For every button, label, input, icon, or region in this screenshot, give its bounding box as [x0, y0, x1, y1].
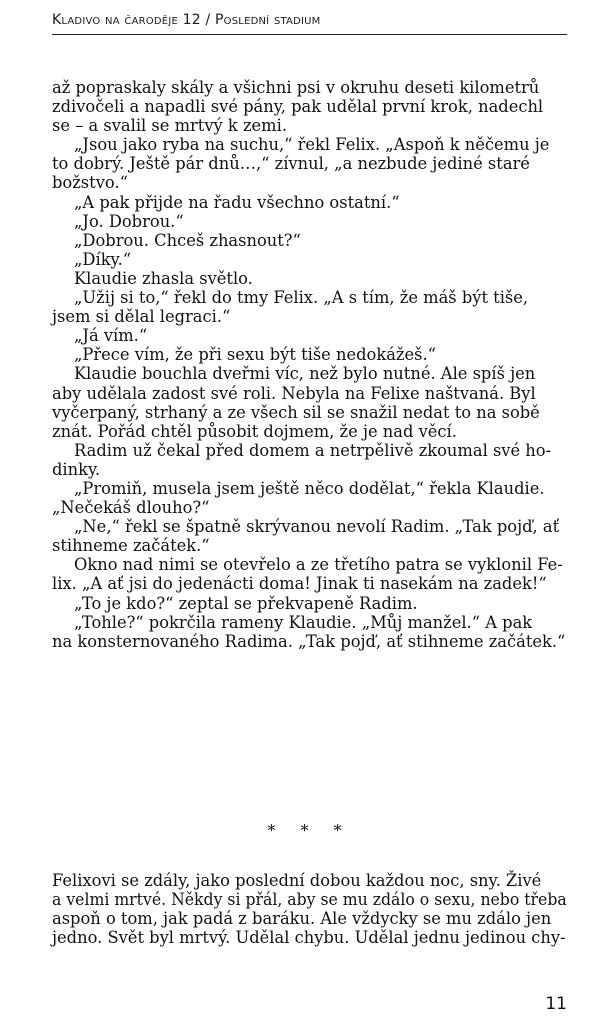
running-header: Kladivo na čaroděje 12 / Poslední stadium [52, 12, 321, 28]
text-line: „Přece vím, že při sexu být tiše nedokážeš.“ [74, 345, 436, 365]
text-line: stihneme začátek.“ [52, 536, 210, 556]
text-line: „A pak přijde na řadu všechno ostatní.“ [74, 192, 400, 212]
text-line: „Ne,“ řekl se špatně skrývanou nevolí Radim. „Tak pojď, ať [74, 517, 560, 537]
text-line: „Já vím.“ [74, 326, 148, 346]
page-number: 11 [545, 994, 567, 1014]
text-line: „Promiň, musela jsem ještě něco dodělat,“ řekla Klaudie. [74, 478, 545, 498]
text-line: „Tohle?“ pokrčila rameny Klaudie. „Můj manžel.“ A pak [74, 612, 533, 632]
text-line: jsem si dělal legraci.“ [52, 307, 231, 327]
text-line: zdivočeli a napadli své pány, pak udělal první krok, nadechl [52, 97, 544, 117]
text-line: se – a svalil se mrtvý k zemi. [52, 116, 287, 136]
body-text [52, 78, 567, 651]
section-break: * * * [267, 821, 352, 840]
text-line: znát. Pořád chtěl působit dojmem, že je nad věcí. [52, 421, 457, 441]
text-line: Radim už čekal před domem a netrpělivě zkoumal své ho- [74, 440, 552, 460]
text-line: „Užij si to,“ řekl do tmy Felix. „A s tím, že máš být tiše, [74, 288, 529, 308]
header-rule [52, 34, 567, 35]
text-line: božstvo.“ [52, 173, 128, 193]
text-line: „Nečekáš dlouho?“ [52, 498, 210, 518]
text-line: „Jsou jako ryba na suchu,“ řekl Felix. „Aspoň k něčemu je [74, 135, 550, 155]
text-line: „Díky.“ [74, 249, 132, 269]
text-line: lix. „A ať jsi do jedenácti doma! Jinak ti nasekám na zadek!“ [52, 574, 547, 594]
body-text-continued [52, 871, 567, 947]
text-line: aspoň o tom, jak padá z baráku. Ale vždycky se mu zdálo jen [52, 909, 552, 929]
text-line: „To je kdo?“ zeptal se překvapeně Radim. [74, 593, 418, 613]
text-line: dinky. [52, 459, 101, 479]
text-line: Klaudie zhasla světlo. [74, 268, 253, 288]
text-line: jedno. Svět byl mrtvý. Udělal chybu. Udělal jednu jedinou chy- [52, 928, 566, 948]
text-line: to dobrý. Ještě pár dnů…,“ zívnul, „a nezbude jediné staré [52, 154, 530, 174]
text-line: na konsternovaného Radima. „Tak pojď, ať stihneme začátek.“ [52, 631, 566, 651]
text-line: Klaudie bouchla dveřmi víc, než bylo nutné. Ale spíš jen [74, 364, 536, 384]
text-line: a velmi mrtvé. Někdy si přál, aby se mu zdálo o sexu, nebo třeba [52, 890, 567, 910]
text-line: „Dobrou. Chceš zhasnout?“ [74, 230, 301, 250]
text-line: Felixovi se zdály, jako poslední dobou každou noc, sny. Živé [52, 871, 542, 890]
text-line: vyčerpaný, strhaný a ze všech sil se snažil nedat to na sobě [52, 402, 540, 422]
text-line: až popraskaly skály a všichni psi v okruhu deseti kilometrů [52, 78, 540, 97]
text-line: „Jo. Dobrou.“ [74, 211, 184, 231]
text-line: aby udělala zadost své roli. Nebyla na Felixe naštvaná. Byl [52, 383, 536, 403]
text-line: Okno nad nimi se otevřelo a ze třetího patra se vyklonil Fe- [74, 555, 563, 575]
